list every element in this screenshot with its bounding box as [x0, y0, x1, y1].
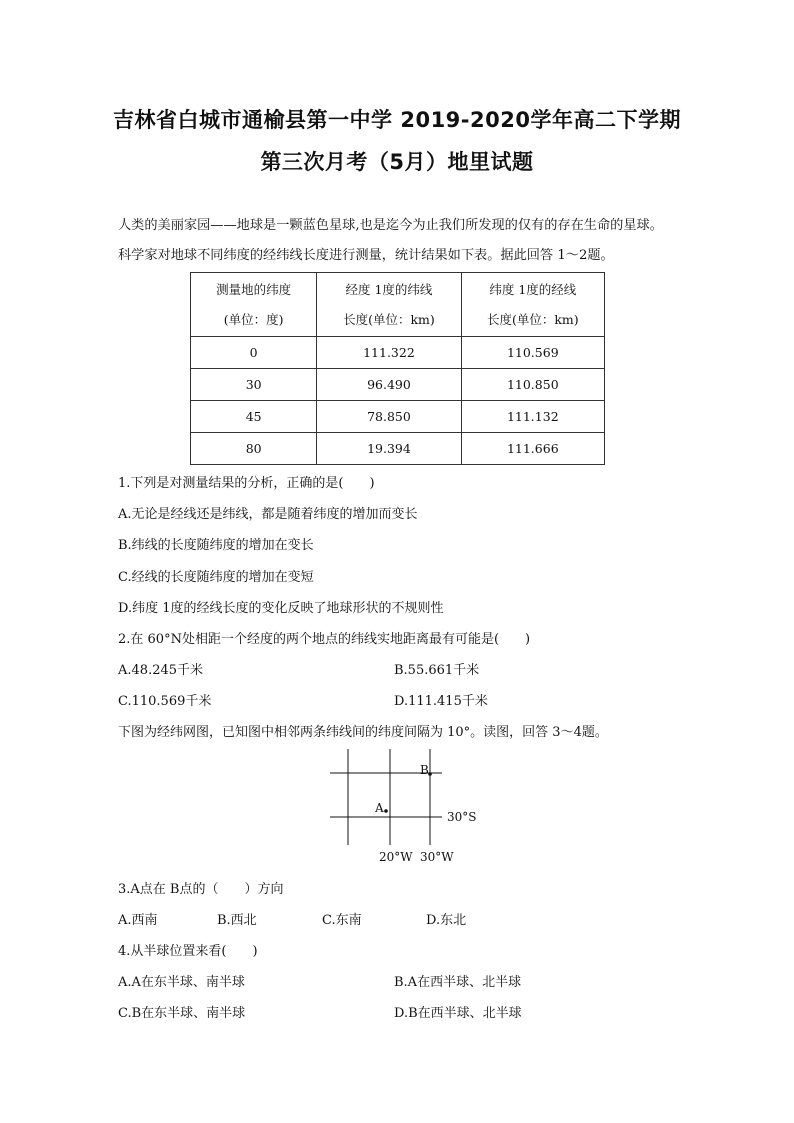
exam-title-line1: 吉林省白城市通榆县第一中学 2019-2020学年高二下学期: [113, 108, 681, 132]
point-b-label: B: [420, 763, 429, 777]
table-cell: 110.850: [461, 369, 604, 401]
table-cell: 0: [191, 337, 317, 369]
question-1-stem: 1.下列是对测量结果的分析，正确的是( ): [118, 476, 375, 491]
table-cell: 30: [191, 369, 317, 401]
question-1-option-c: C.经线的长度随纬度的增加在变短: [118, 570, 314, 585]
table-row: [191, 433, 605, 465]
latitude-length-table: [190, 272, 605, 465]
longitude-label-20w: 20°W: [379, 850, 413, 864]
header-line: 经度 1度的纬线: [345, 281, 433, 297]
header-line: 纬度 1度的经线: [489, 281, 577, 297]
header-line: 长度(单位：km): [343, 311, 435, 327]
question-4-option-c: C.B在东半球、南半球: [118, 1006, 246, 1021]
question-1-option-d: D.纬度 1度的经线长度的变化反映了地球形状的不规则性: [118, 601, 444, 616]
question-2-option-b: B.55.661千米: [394, 663, 480, 678]
table-header-cell: [191, 273, 317, 337]
graticule-figure: [320, 745, 490, 867]
table-header-row: [191, 273, 605, 337]
latitude-label-30s: 30°S: [447, 810, 477, 824]
question-4-option-d: D.B在西半球、北半球: [394, 1006, 522, 1021]
table-row: [191, 369, 605, 401]
question-3-option-b: B.西北: [217, 913, 257, 928]
table-cell: 111.322: [317, 337, 461, 369]
point-a-label: A: [375, 801, 384, 815]
question-2-stem: 2.在 60°N处相距一个经度的两个地点的纬线实地距离最有可能是( ): [118, 632, 531, 647]
header-line: 长度(单位：km): [486, 311, 579, 327]
table-header-cell: [461, 273, 604, 337]
header-line: 测量地的纬度: [216, 281, 292, 297]
question-3-option-d: D.东北: [426, 913, 467, 928]
question-3-option-c: C.东南: [322, 913, 362, 928]
question-2-option-c: C.110.569千米: [118, 694, 212, 709]
question-1-option-a: A.无论是经线还是纬线，都是随着纬度的增加而变长: [118, 507, 418, 522]
question-4-option-a: A.A在东半球、南半球: [118, 975, 245, 990]
longitude-label-30w: 30°W: [420, 850, 454, 864]
table-header-cell: [317, 273, 461, 337]
table-cell: 110.569: [461, 337, 604, 369]
question-2-option-a: A.48.245千米: [118, 663, 204, 678]
intro-paragraph: 人类的美丽家园——地球是一颗蓝色星球,也是迄今为止我们所发现的仅有的存在生命的星球。科学家对地球不同纬度的经纬线长度进行测量，统计结果如下表。据此回答 1～2题。: [118, 218, 663, 263]
table-cell: 78.850: [317, 401, 461, 433]
table-cell: 19.394: [317, 433, 461, 465]
table-row: [191, 401, 605, 433]
point-a-marker: [384, 809, 388, 813]
table-cell: 111.666: [461, 433, 604, 465]
table-cell: 111.132: [461, 401, 604, 433]
table-cell: 80: [191, 433, 317, 465]
table-cell: 45: [191, 401, 317, 433]
question-3-stem: 3.A点在 B点的（ ）方向: [118, 882, 284, 897]
question-4-stem: 4.从半球位置来看( ): [118, 944, 258, 959]
table-row: [191, 337, 605, 369]
figure-intro: 下图为经纬网图，已知图中相邻两条纬线间的纬度间隔为 10°。读图，回答 3～4题。: [118, 725, 608, 740]
question-1-option-b: B.纬线的长度随纬度的增加在变长: [118, 538, 314, 553]
exam-title-line2: 第三次月考（5月）地里试题: [260, 150, 534, 174]
question-4-option-b: B.A在西半球、北半球: [394, 975, 522, 990]
question-2-option-d: D.111.415千米: [394, 694, 488, 709]
header-line: (单位：度): [223, 311, 284, 327]
table-cell: 96.490: [317, 369, 461, 401]
question-3-option-a: A.西南: [118, 913, 158, 928]
